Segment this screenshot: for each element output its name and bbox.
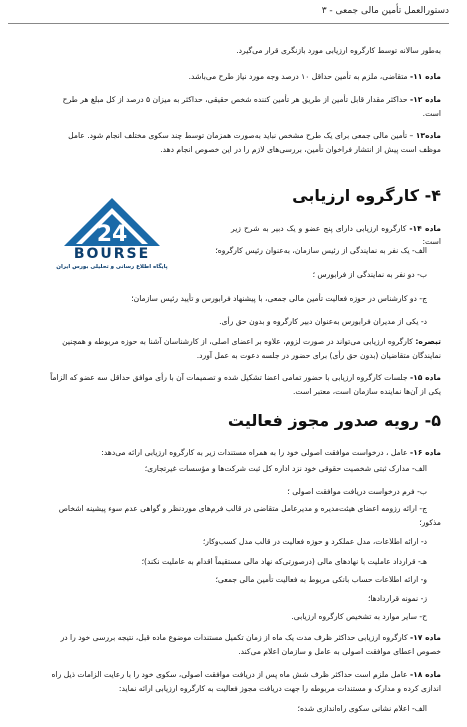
article-15-cont: یکی از آن‌ها نماینده سازمان است، معتبر است.	[292, 387, 441, 396]
article-14-text: کارگروه ارزیابی دارای پنج عضو و یک دبیر به شرح زیر است:	[231, 224, 441, 246]
page-header	[0, 6, 467, 20]
article-12	[21, 93, 441, 106]
note	[21, 335, 441, 348]
article-15-label: ماده ۱۵-	[409, 373, 441, 382]
article-16-label: ماده ۱۶-	[409, 448, 441, 457]
article-15-text: جلسات کارگروه ارزیابی با حضور تمامی اعضا تشکیل شده و تصمیمات آن با رأی موافق حداقل سه عضو که الزاماً	[50, 373, 408, 382]
article-17-text: کارگروه ارزیابی حداکثر ظرف مدت یک ماه از زمان تکمیل مستندات موضوع ماده قبل، نتیجه بررسی خود را در	[60, 633, 408, 642]
article-12-label: ماده ۱۲-	[409, 95, 441, 104]
logo-emblem: 24	[96, 222, 128, 247]
article-13-label: ماده۱۳	[415, 131, 441, 140]
article-17	[21, 631, 441, 644]
article-12-cont: است.	[422, 109, 441, 118]
article-16-item: مذکور؛	[419, 518, 441, 527]
article-14-label: ماده ۱۴-	[409, 224, 441, 233]
section-5-heading: ۵- رویه صدور مجوز فعالیت	[227, 411, 441, 430]
article-14-item: ب- دو نفر به نمایندگی از فرابورس ؛	[312, 270, 427, 279]
article-13-text: – تأمین مالی جمعی برای یک طرح مشخص نباید به‌صورت همزمان توسط چند سکوی مختلف انجام شود. عامل	[68, 131, 414, 140]
article-11-text: متقاضی، ملزم به تأمین حداقل ۱۰ درصد وجه مورد نیاز طرح می‌باشد.	[188, 72, 408, 81]
bourse-logo-icon	[38, 196, 186, 270]
logo-brand: BOURSE	[73, 246, 151, 262]
article-14-item: الف- یک نفر به نمایندگی از رئیس سازمان، به‌عنوان رئیس کارگروه؛	[215, 246, 427, 255]
article-17-label: ماده ۱۷-	[409, 633, 441, 642]
article-16-item: ج- ارائه رزومه اعضای هیئت‌مدیره و مدیرعامل متقاضی در قالب فرم‌های موردنظر و گواهی عدم سوء پیشینه اشخاص	[58, 504, 427, 513]
article-18-item: الف- اعلام نشانی سکوی راه‌اندازی شده؛	[297, 704, 427, 713]
article-16-text: عامل ، درخواست موافقت اصولی خود را به همراه مستندات زیر به کارگروه ارزیابی ارائه می‌دهد:	[101, 448, 408, 457]
article-18-text: عامل ملزم است حداکثر ظرف شش ماه پس از دریافت موافقت اصولی، سکوی خود را با رعایت الزامات ذیل راه	[51, 670, 408, 679]
note-cont: نمایندگان متقاضیان (بدون حق رأی) برای حضور در جلسه دعوت به عمل آورد.	[196, 351, 441, 360]
article-13-cont: موظف است پیش از انتشار فراخوان تأمین، بررسی‌های لازم را در این خصوص انجام دهد.	[160, 145, 441, 154]
article-11-label: ماده ۱۱-	[409, 72, 441, 81]
section-4-heading: ۴- کارگروه ارزیابی	[292, 186, 441, 205]
article-18-label: ماده ۱۸-	[409, 670, 441, 679]
article-12-text: حداکثر مقدار قابل تأمین از طریق هر تأمین کننده شخص حقیقی، حداکثر به میزان ۵ درصد از کل مبلغ هر طرح	[62, 95, 408, 104]
header-rule	[8, 23, 449, 24]
article-16-item: ز- نمونه قراردادها؛	[367, 594, 427, 603]
article-11	[21, 70, 441, 83]
article-18	[21, 668, 441, 681]
article-16-item: و- ارائه اطلاعات حساب بانکی مربوط به فعالیت تأمین مالی جمعی؛	[215, 575, 427, 584]
article-14-item: د- یکی از مدیران فرابورس به‌عنوان دبیر کارگروه و بدون حق رأی.	[219, 317, 427, 326]
article-16-item: ح- سایر موارد به تشخیص کارگروه ارزیابی.	[291, 612, 427, 621]
article-16-item: ب- فرم درخواست دریافت موافقت اصولی ؛	[287, 487, 427, 496]
article-16	[21, 446, 441, 459]
article-18-cont: اندازی کرده و مدارک و مستندات مربوطه را جهت دریافت مجوز فعالیت به کارگروه ارزیابی ارائه نماید:	[118, 684, 441, 693]
article-16-item: د- ارائه اطلاعات، مدل عملکرد و حوزه فعالیت در قالب مدل کسب‌وکار؛	[202, 537, 427, 546]
header-title: دستورالعمل تأمین مالی جمعی - ۳	[321, 6, 449, 16]
note-text: کارگروه ارزیابی می‌تواند در صورت لزوم، علاوه بر اعضای اصلی، از کارشناسان آشنا به حوزه مربوطه و همچنین	[62, 337, 413, 346]
bourse-logo	[38, 196, 186, 270]
article-17-cont: خصوص اعطای موافقت اصولی به عامل و سازمان اعلام می‌کند.	[238, 647, 441, 656]
article-15	[21, 371, 441, 384]
article-13	[21, 129, 441, 142]
intro-paragraph: به‌طور سالانه توسط کارگروه ارزیابی مورد بازنگری قرار می‌گیرد.	[236, 46, 441, 55]
article-14-item: ج- دو کارشناس در حوزه فعالیت تأمین مالی جمعی، با پیشنهاد فرابورس و تأیید رئیس سازمان؛	[131, 294, 427, 303]
note-label: تبصره:	[415, 337, 441, 346]
logo-caption: پایگاه اطلاع رسانی و تحلیلی بورس ایران	[56, 264, 168, 270]
article-16-item: الف- مدارک ثبتی شخصیت حقوقی خود نزد اداره کل ثبت شرکت‌ها و مؤسسات غیرتجاری؛	[144, 464, 427, 473]
article-16-item: هـ- قرارداد عاملیت با نهادهای مالی (درصورتی‌که نهاد مالی مستقیماً اقدام به عاملیت نکند)؛	[141, 557, 427, 566]
